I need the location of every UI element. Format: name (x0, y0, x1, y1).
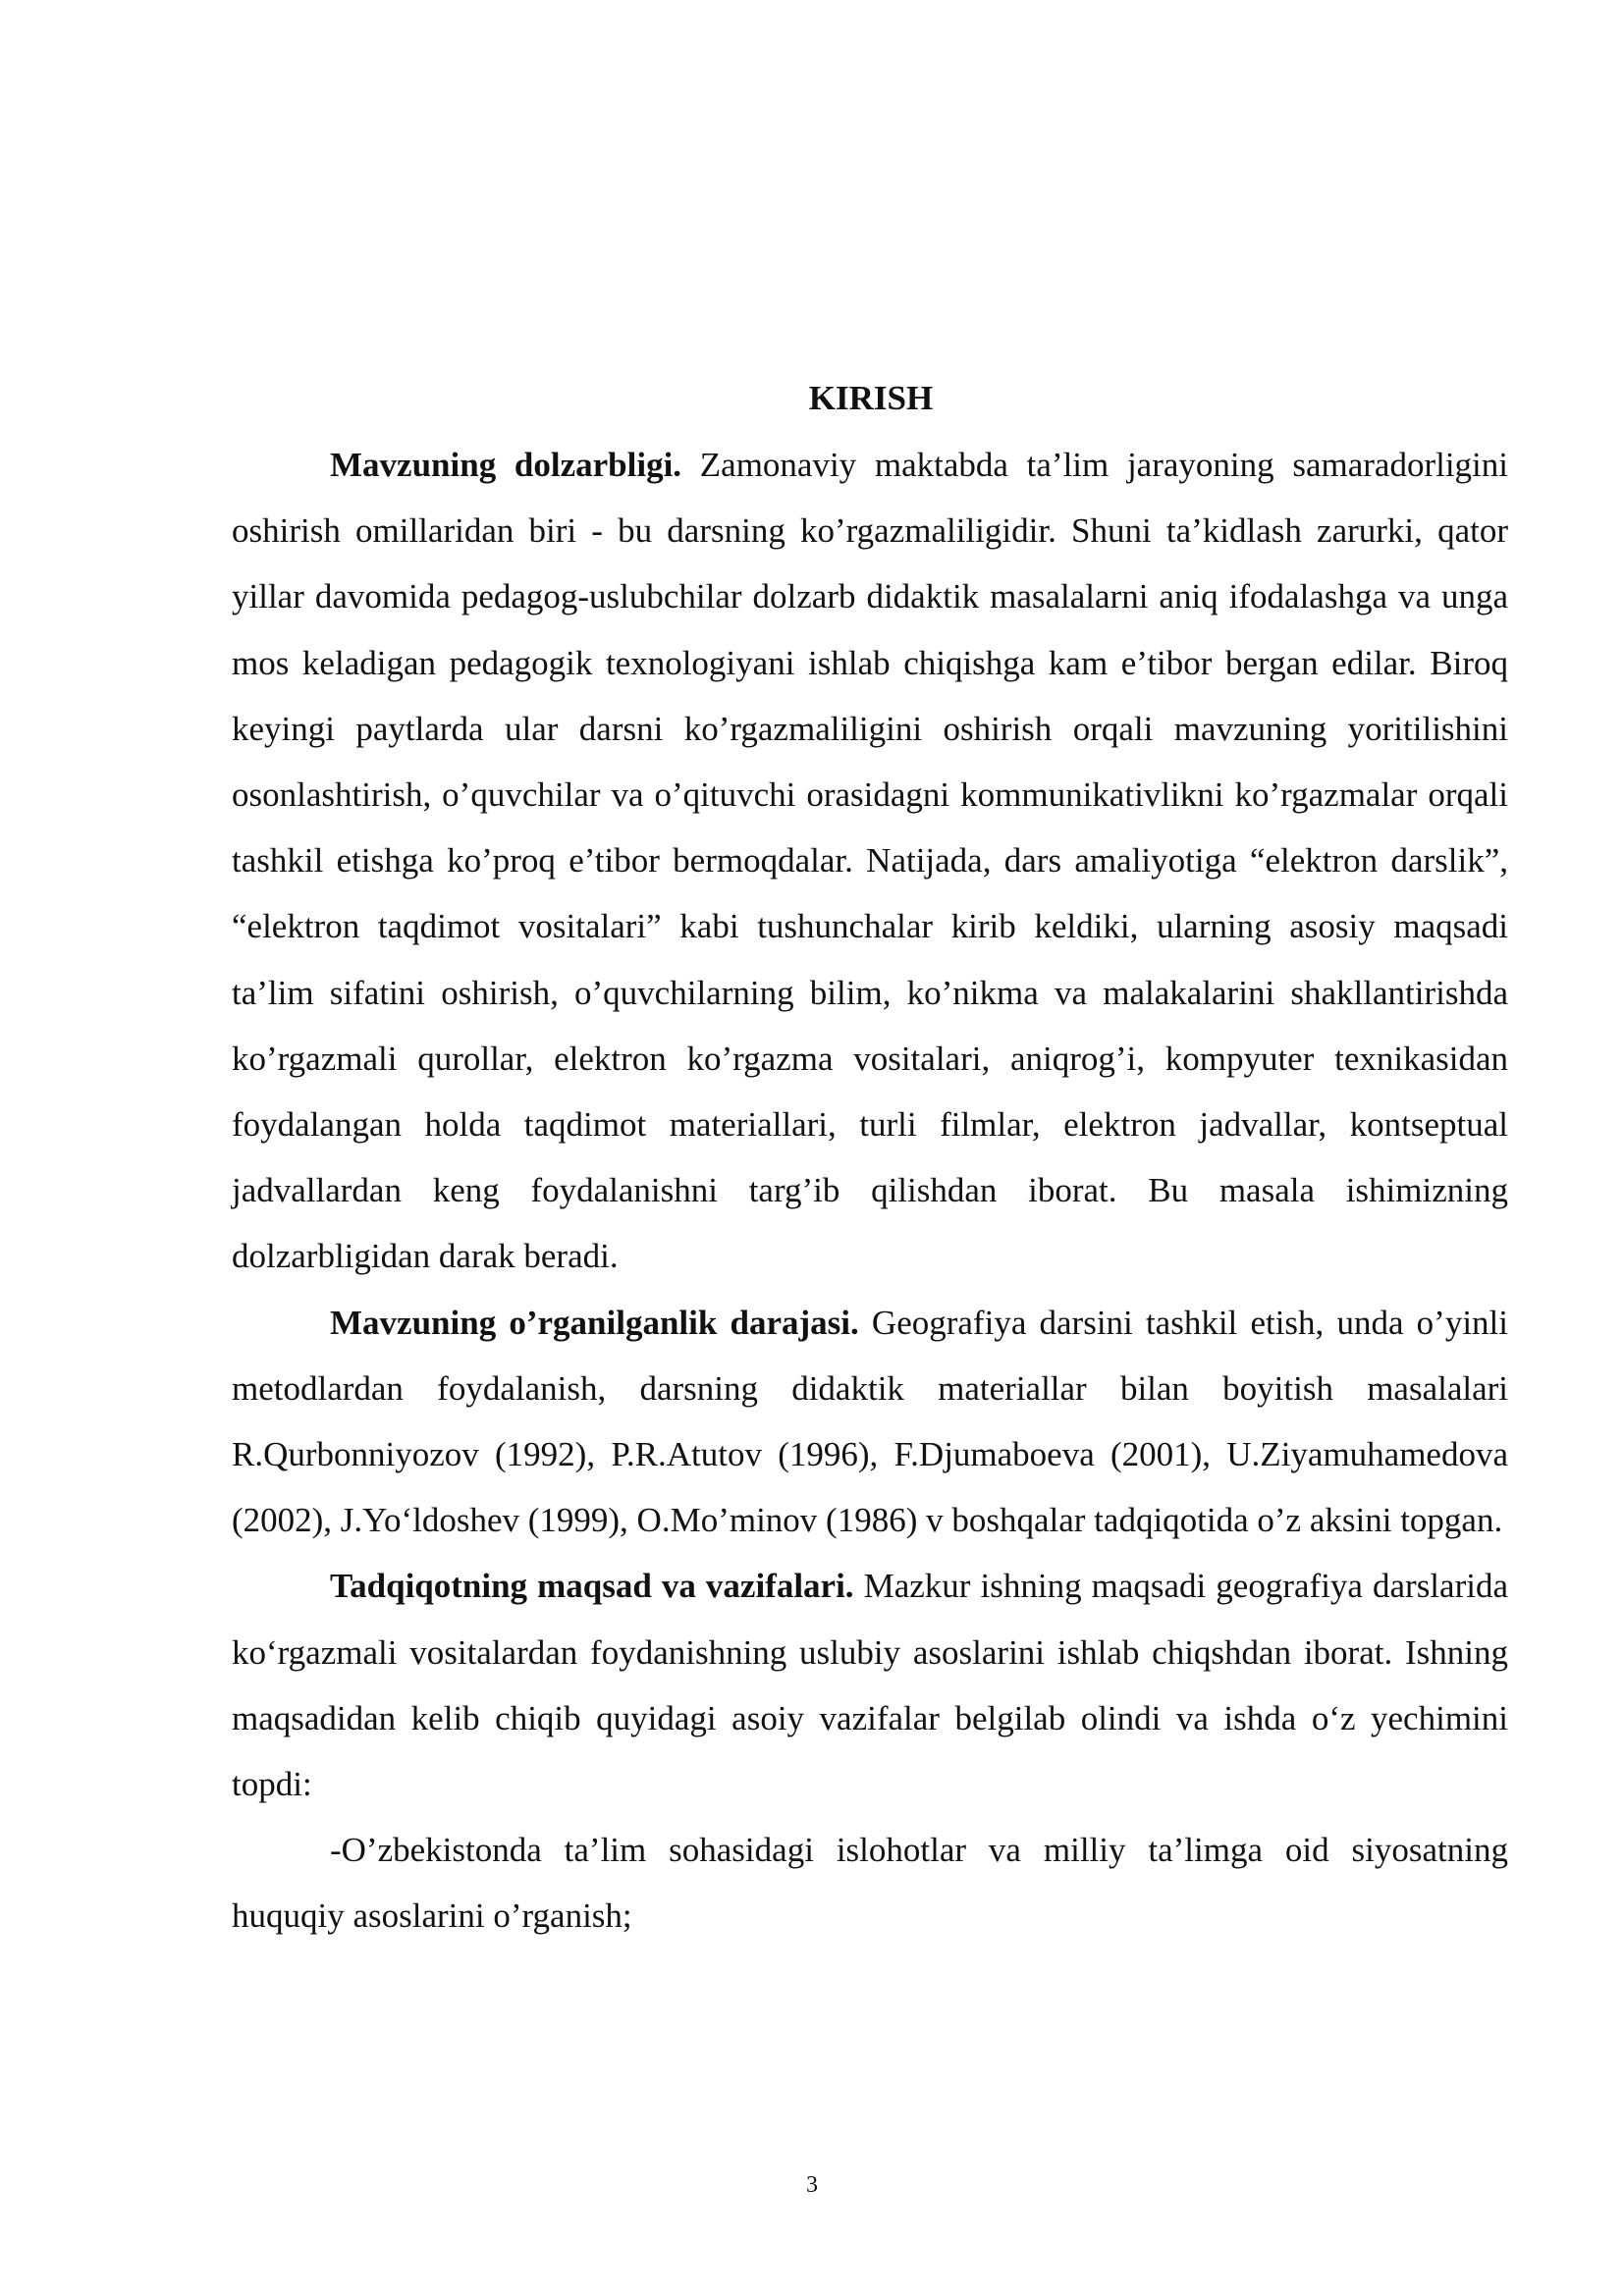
paragraph-goals (232, 1553, 1508, 1817)
page-number: 3 (806, 2172, 818, 2198)
paragraph-relevance (232, 432, 1508, 1290)
paragraph-task-item (232, 1817, 1508, 1949)
paragraph-text: Zamonaviy maktabda ta’lim jarayoning samaradorligini oshirish omillaridan biri - bu darsning ko’rgazmaliligidir. Shuni ta’kidlash zarurki, qator yillar davomida pedagog-uslubchilar dolzarb didaktik masalalarni aniq ifodalashga va unga mos keladigan pedagogik texnologiyani ishlab chiqishga kam e’tibor bergan edilar. Biroq keyingi paytlarda ular darsni ko’rgazmaliligini oshirish orqali mavzuning yoritilishini osonlashtirish, o’quvchilar va o’qituvchi orasidagni kommunikativlikni ko’rgazmalar orqali tashkil etishga ko’proq e’tibor bermoqdalar. Natijada, dars amaliyotiga “elektron darslik”, “elektron taqdimot vositalari” kabi tushunchalar kirib keldiki, ularning asosiy maqsadi ta’lim sifatini oshirish, o’quvchilarning bilim, ko’nikma va malakalarini shakllantirishda ko’rgazmali qurollar, elektron ko’rgazma vositalari, aniqrog’i, kompyuter texnikasidan foydalangan holda taqdimot materiallari, turli filmlar, elektron jadvallar, kontseptual jadvallardan keng foydalanishni targ’ib qilishdan iborat. Bu masala ishimizning dolzarbligidan darak beradi. (232, 446, 1508, 1276)
paragraph-text: -O’zbekistonda ta’lim sohasidagi islohotlar va milliy ta’limga oid siyosatning huquqiy asoslarini o’rganish; (232, 1831, 1508, 1936)
paragraph-study-level (232, 1290, 1508, 1554)
paragraph-text: Geografiya darsini tashkil etish, unda o’yinli metodlardan foydalanish, darsning didaktik materiallar bilan boyitish masalalari R.Qurbonniyozov (1992), P.R.Atutov (1996), F.Djumaboeva (2001), U.Ziyamuhamedova (2002), J.Yo‘ldoshev (1999), O.Mo’minov (1986) v boshqalar tadqiqotida o’z aksini topgan. (232, 1303, 1509, 1540)
paragraph-lead: Mavzuning o’rganilganlik darajasi. (330, 1303, 859, 1342)
section-title: KIRISH (808, 379, 934, 417)
page-content (232, 365, 1508, 1949)
paragraph-lead: Tadqiqotning maqsad va vazifalari. (330, 1567, 854, 1606)
paragraph-text: Mazkur ishning maqsadi geografiya darslarida ko‘rgazmali vositalardan foydanishning uslubiy asoslarini ishlab chiqshdan iborat. Ishning maqsadidan kelib chiqib quyidagi asoiy vazifalar belgilab olindi va ishda o‘z yechimini topdi: (232, 1567, 1508, 1804)
paragraph-lead: Mavzuning dolzarbligi. (330, 446, 682, 484)
